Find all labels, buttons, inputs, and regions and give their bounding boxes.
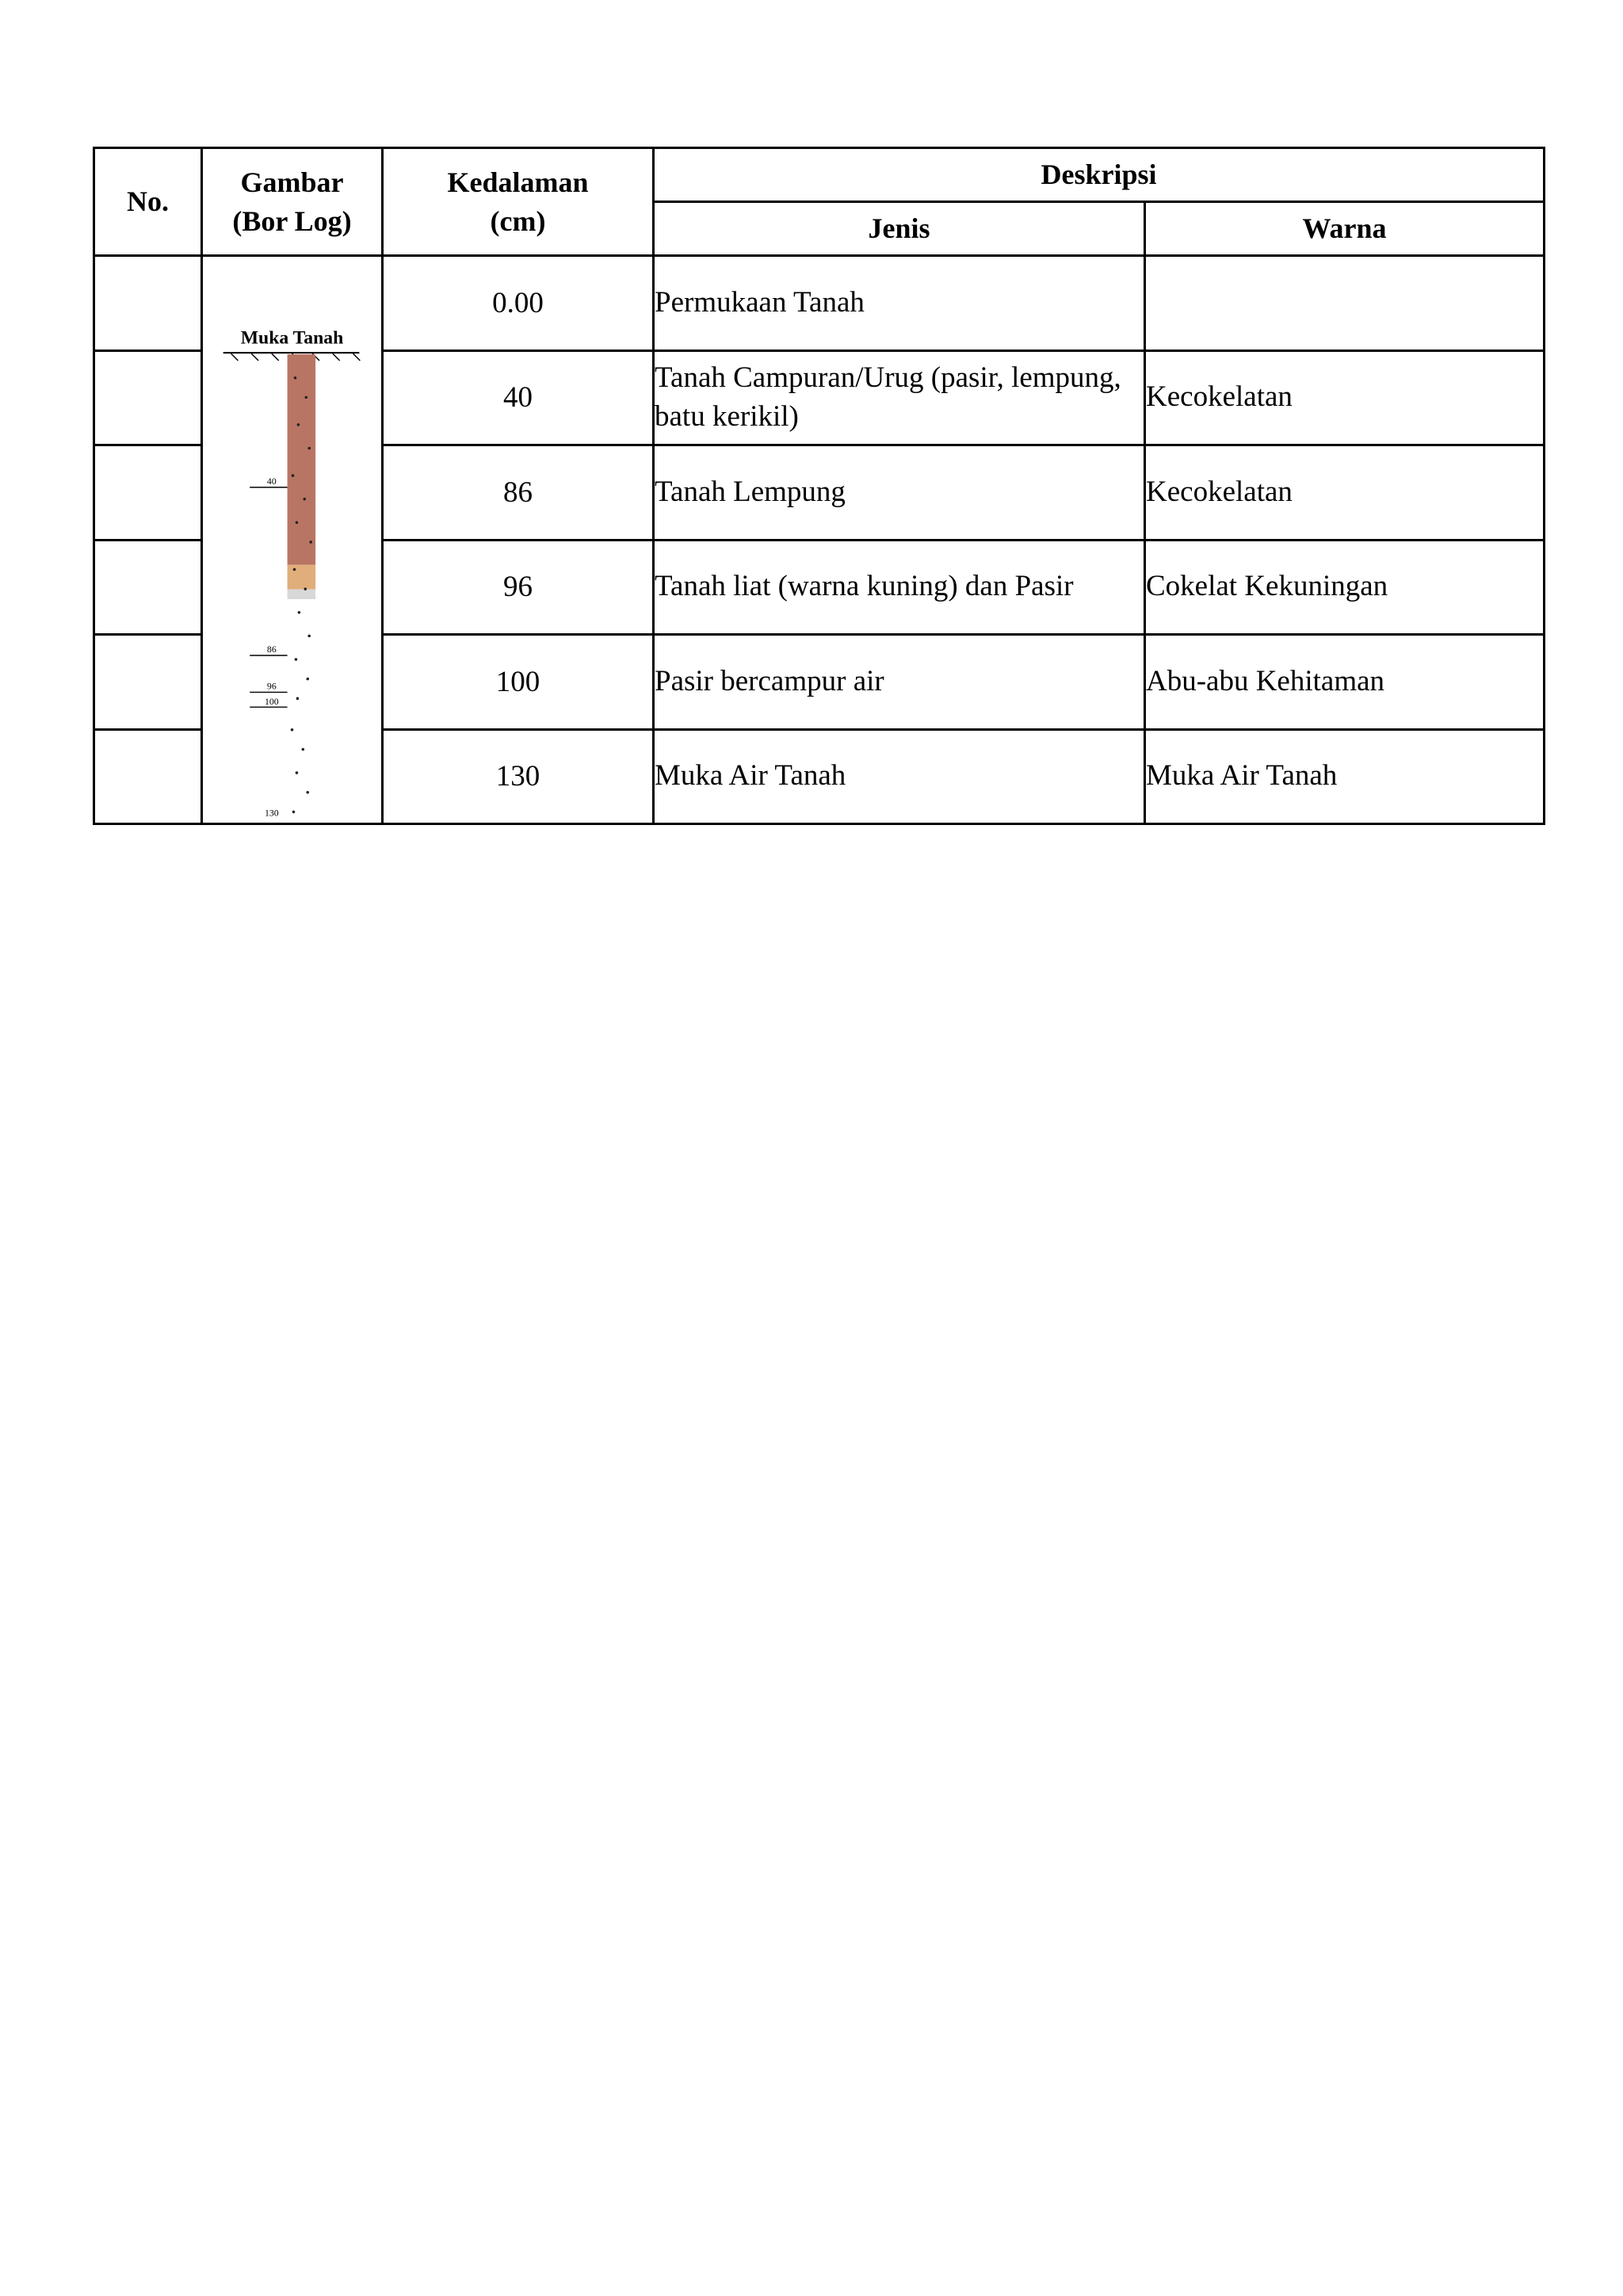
tick-label-100: 100 [264, 696, 279, 708]
speckle-dot [295, 658, 298, 661]
header-no: No. [94, 148, 202, 256]
speckle-dot [304, 587, 307, 590]
header-kedalaman-line2: (cm) [490, 204, 546, 237]
speckle-dot [293, 568, 296, 571]
speckle-dot [306, 791, 309, 794]
header-warna: Warna [1145, 202, 1545, 256]
borlog-title: Muka Tanah [240, 327, 344, 349]
borlog-figure-cell [202, 256, 383, 824]
hatch-mark [272, 353, 279, 361]
speckle-dot [296, 697, 300, 701]
header-gambar-line1: Gambar [240, 166, 344, 198]
header-jenis: Jenis [654, 202, 1145, 256]
row-warna: Muka Air Tanah [1145, 729, 1545, 824]
borlog-layers [288, 354, 316, 673]
row-depth: 130 [383, 729, 654, 824]
row-warna: Kecokelatan [1145, 445, 1545, 541]
row-warna [1145, 256, 1545, 351]
row-depth: 96 [383, 540, 654, 635]
borlog-figure [203, 257, 381, 823]
header-kedalaman [383, 148, 654, 256]
row-jenis: Tanah liat (warna kuning) dan Pasir [654, 540, 1145, 635]
row-depth: 0.00 [383, 256, 654, 351]
tick-label-96: 96 [266, 680, 277, 692]
hatch-mark [333, 353, 340, 361]
speckle-dot [304, 498, 307, 501]
row-jenis: Tanah Campuran/Urug (pasir, lempung, batu kerikil) [654, 350, 1145, 445]
row-no [94, 256, 202, 351]
row-warna: Abu-abu Kehitaman [1145, 635, 1545, 730]
speckle-dot [307, 447, 311, 450]
tick-label-130: 130 [264, 807, 279, 819]
speckle-dot [298, 611, 301, 614]
speckle-dot [296, 521, 299, 525]
header-row-1 [94, 148, 1545, 202]
row-jenis: Tanah Lempung [654, 445, 1145, 541]
row-depth: 100 [383, 635, 654, 730]
header-gambar [202, 148, 383, 256]
borlog-layer [288, 599, 316, 673]
row-warna: Kecokelatan [1145, 350, 1545, 445]
speckle-dot [291, 728, 294, 732]
borlog-depth-ticks [250, 476, 287, 818]
tick-label-40: 40 [266, 475, 277, 487]
speckle-dot [292, 474, 295, 477]
row-depth: 40 [383, 350, 654, 445]
speckle-dot [309, 541, 312, 544]
row-no [94, 540, 202, 635]
speckle-dot [294, 376, 297, 380]
borlog-table [93, 147, 1545, 825]
speckle-dot [306, 678, 309, 681]
row-warna: Cokelat Kekuningan [1145, 540, 1545, 635]
row-no [94, 729, 202, 824]
borlog-layer [288, 565, 316, 590]
row-no [94, 635, 202, 730]
hatch-mark [231, 353, 239, 361]
header-gambar-line2: (Bor Log) [232, 204, 352, 237]
row-jenis: Muka Air Tanah [654, 729, 1145, 824]
header-kedalaman-line1: Kedalaman [447, 166, 589, 198]
row-jenis: Permukaan Tanah [654, 256, 1145, 351]
borlog-layer [288, 354, 316, 565]
row-no [94, 445, 202, 541]
hatch-mark [251, 353, 258, 361]
speckle-dot [292, 811, 296, 814]
header-deskripsi: Deskripsi [654, 148, 1545, 202]
table-row [94, 256, 1545, 351]
row-no [94, 350, 202, 445]
row-depth: 86 [383, 445, 654, 541]
speckle-dot [297, 423, 300, 426]
speckle-dot [304, 396, 307, 399]
tick-label-86: 86 [266, 644, 277, 655]
speckle-dot [307, 635, 311, 638]
speckle-dot [302, 748, 305, 751]
hatch-mark [353, 353, 360, 361]
speckle-dot [296, 771, 299, 774]
borlog-layer [288, 590, 316, 599]
row-jenis: Pasir bercampur air [654, 635, 1145, 730]
